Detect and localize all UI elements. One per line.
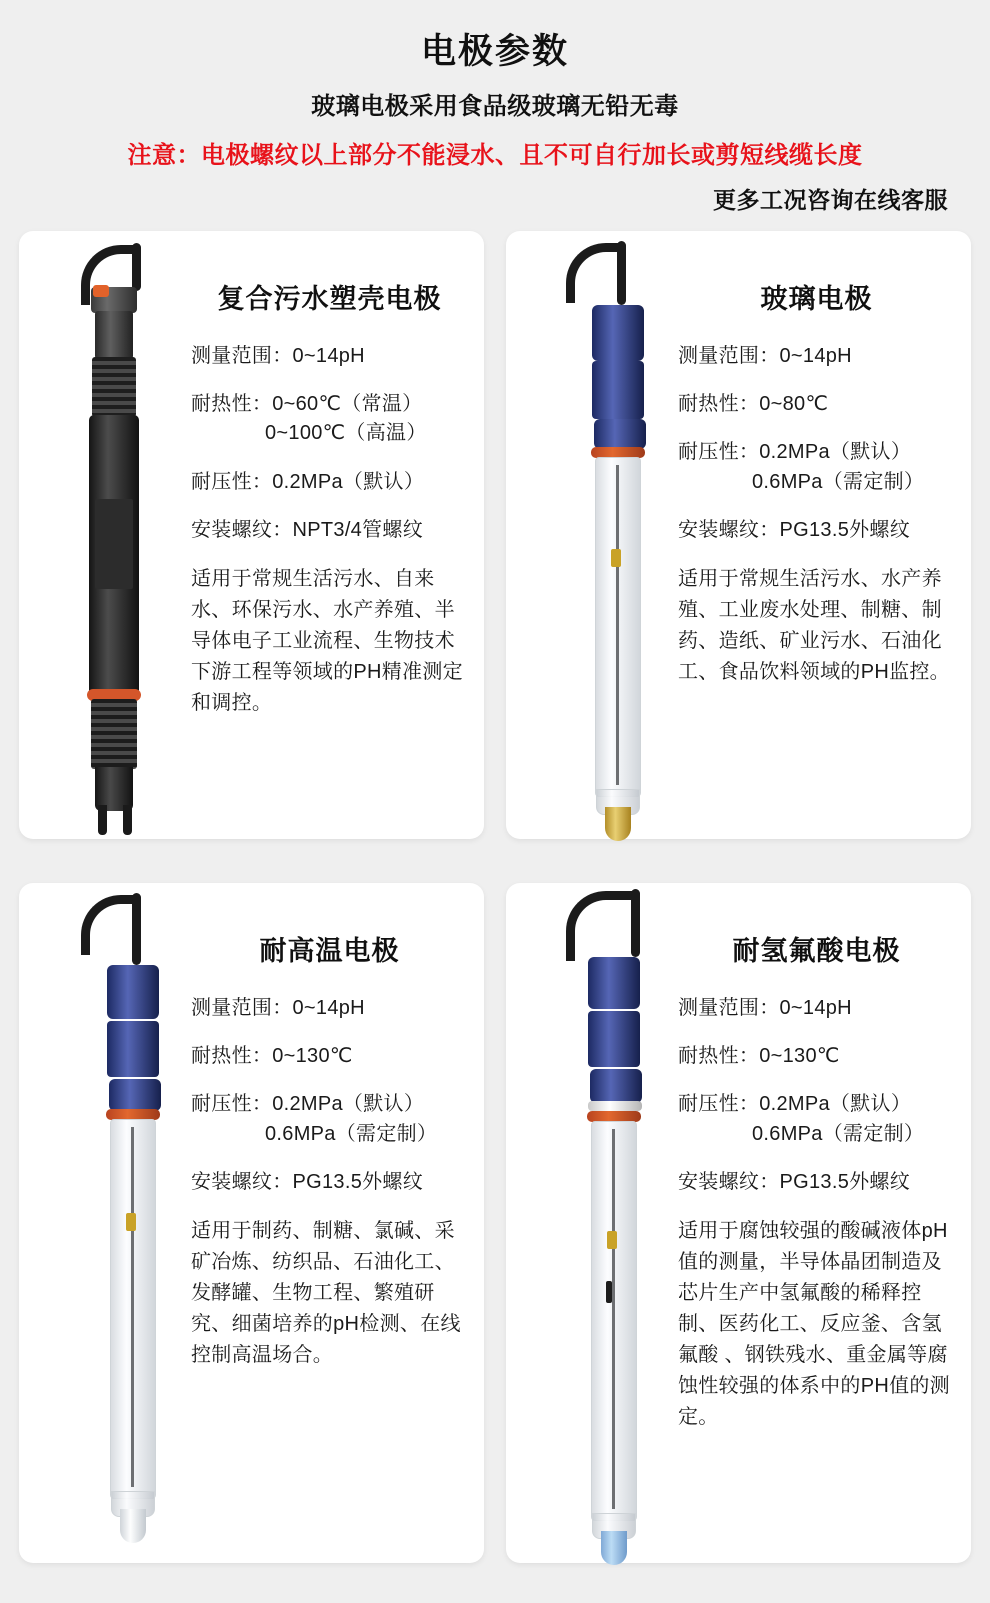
spec-label: 测量范围：: [191, 345, 293, 367]
spec-value: NPT3/4管螺纹: [292, 518, 424, 541]
spec-value: 0~130℃: [272, 1045, 353, 1068]
spec-value: PG13.5外螺纹: [292, 1170, 424, 1193]
product-image-high-temperature-ph-electrode: [35, 901, 185, 1545]
spec-pressure: [678, 1090, 955, 1148]
spec-label: 耐压性：: [191, 1093, 273, 1116]
spec-pressure: [191, 1090, 468, 1148]
spec-temperature: [191, 390, 468, 448]
spec-pressure: [191, 468, 468, 497]
spec-label: 耐热性：: [191, 1045, 273, 1068]
spec-pressure: [678, 438, 955, 496]
product-info: [672, 249, 955, 821]
product-image-hf-resistant-ph-electrode: [522, 901, 672, 1545]
spec-thread: [191, 1168, 468, 1197]
product-title: 耐氢氟酸电极: [732, 936, 901, 966]
spec-value: 0~80℃: [759, 393, 829, 416]
spec-value: 0~14pH: [779, 997, 852, 1019]
page-title: 电极参数: [420, 32, 569, 71]
spec-value: 0~14pH: [292, 997, 365, 1019]
spec-label: 耐热性：: [678, 393, 760, 416]
product-card: [506, 231, 971, 839]
spec-label: 安装螺纹：: [678, 518, 780, 541]
spec-temperature: [678, 1042, 955, 1071]
product-image-glass-ph-electrode: [522, 249, 672, 821]
product-title: 玻璃电极: [760, 284, 873, 314]
spec-value: 0.2MPa（默认）: [759, 1093, 912, 1116]
spec-label: 安装螺纹：: [191, 1170, 293, 1193]
page-header: [0, 0, 990, 170]
product-description: 适用于常规生活污水、自来水、环保污水、水产养殖、半导体电子工业流程、生物技术下游工程等领域的PH精准测定和调控。: [191, 567, 463, 714]
spec-label: 测量范围：: [191, 997, 293, 1019]
spec-value: 0.2MPa（默认）: [759, 441, 912, 464]
spec-value: 0~60℃（常温）: [272, 393, 423, 416]
product-card: [19, 231, 484, 839]
page-subtitle: 玻璃电极采用食品级玻璃无铅无毒: [311, 93, 679, 120]
spec-value: PG13.5外螺纹: [779, 518, 911, 541]
spec-label: 安装螺纹：: [678, 1170, 780, 1193]
spec-value: 0~14pH: [779, 345, 852, 367]
online-service-note: 更多工况咨询在线客服: [713, 187, 948, 213]
spec-value: 0.2MPa（默认）: [272, 470, 425, 493]
spec-value: 0~130℃: [759, 1045, 840, 1068]
spec-measuring-range: [678, 342, 955, 371]
spec-value: 0.2MPa（默认）: [272, 1093, 425, 1116]
spec-label: 耐压性：: [678, 1093, 760, 1116]
spec-measuring-range: [191, 994, 468, 1023]
spec-value: PG13.5外螺纹: [779, 1170, 911, 1193]
product-card-grid: [0, 231, 990, 1563]
product-description: 适用于常规生活污水、水产养殖、工业废水处理、制糖、制药、造纸、矿业污水、石油化工、食品饮料领域的PH监控。: [678, 567, 950, 683]
product-card: [506, 883, 971, 1563]
spec-thread: [678, 1168, 955, 1197]
spec-label: 测量范围：: [678, 345, 780, 367]
spec-label: 耐热性：: [191, 393, 273, 416]
spec-thread: [678, 516, 955, 545]
product-info: [185, 249, 468, 821]
product-description: 适用于制药、制糖、氯碱、采矿冶炼、纺织品、石油化工、发酵罐、生物工程、繁殖研究、细菌培养的pH检测、在线控制高温场合。: [191, 1219, 461, 1366]
spec-label: 耐压性：: [678, 441, 760, 464]
spec-value-continued: 0.6MPa（需定制）: [752, 1122, 925, 1145]
product-card: [19, 883, 484, 1563]
spec-thread: [191, 516, 468, 545]
product-title: 复合污水塑壳电极: [217, 284, 442, 314]
product-title: 耐高温电极: [259, 936, 400, 966]
spec-value: 0~14pH: [292, 345, 365, 367]
spec-measuring-range: [191, 342, 468, 371]
spec-label: 耐压性：: [191, 470, 273, 493]
spec-value-continued: 0~100℃（高温）: [265, 422, 427, 445]
spec-temperature: [191, 1042, 468, 1071]
spec-value-continued: 0.6MPa（需定制）: [265, 1122, 438, 1145]
product-info: [185, 901, 468, 1545]
product-info: [672, 901, 955, 1545]
spec-measuring-range: [678, 994, 955, 1023]
warning-notice: 注意：电极螺纹以上部分不能浸水、且不可自行加长或剪短线缆长度: [127, 142, 863, 169]
spec-label: 测量范围：: [678, 997, 780, 1019]
spec-value-continued: 0.6MPa（需定制）: [752, 470, 925, 493]
product-image-black-plastic-ph-electrode: [35, 249, 185, 821]
spec-label: 安装螺纹：: [191, 518, 293, 541]
spec-temperature: [678, 390, 955, 419]
product-description: 适用于腐蚀较强的酸碱液体pH值的测量，半导体晶团制造及芯片生产中氢氟酸的稀释控制、医药化工、反应釜、含氢氟酸 、钢铁残水、重金属等腐蚀性较强的体系中的PH值的测定。: [678, 1219, 950, 1428]
spec-label: 耐热性：: [678, 1045, 760, 1068]
